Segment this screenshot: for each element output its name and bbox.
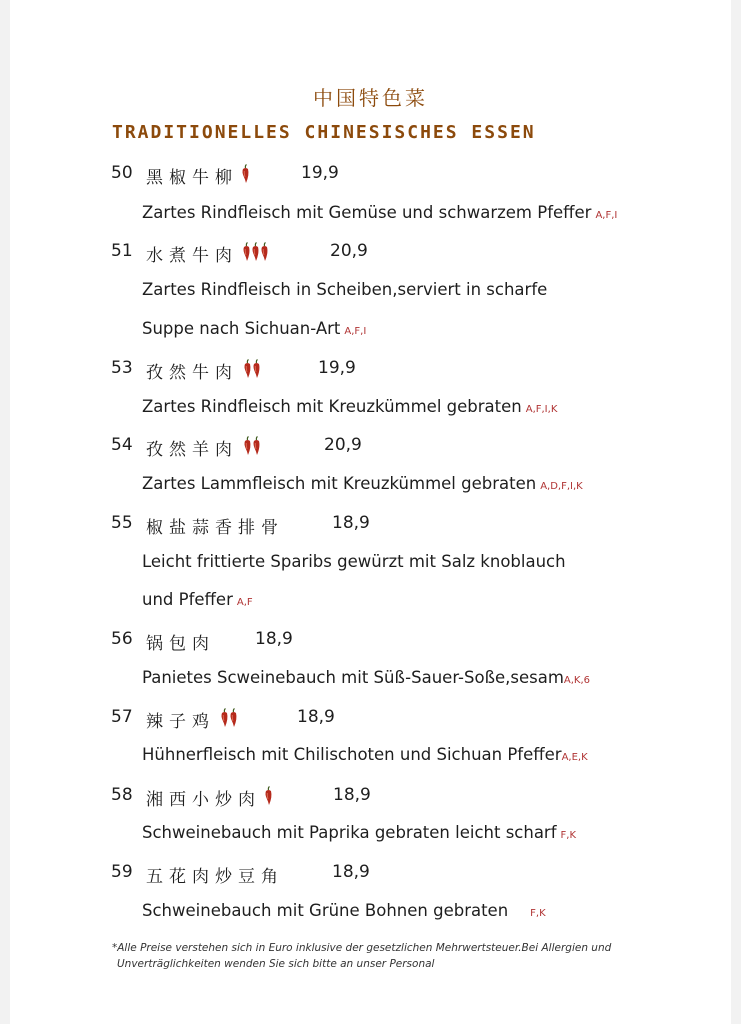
item-name-zh: 五花肉炒豆角 [146, 867, 284, 887]
allergen-codes: F,K [560, 830, 577, 841]
chili-icon [252, 436, 261, 456]
item-name-zh: 辣子鸡 [146, 712, 215, 732]
item-description [142, 474, 583, 493]
item-number: 56 [111, 629, 133, 649]
item-description [142, 901, 546, 920]
item-description [142, 668, 590, 687]
item-description [142, 397, 557, 416]
chili-icon [241, 164, 250, 184]
item-description-text: und Pfeffer [142, 590, 233, 609]
allergen-codes: A,K,6 [563, 675, 591, 686]
item-name-zh: 湘西小炒肉 [146, 790, 261, 810]
chili-rating [242, 242, 269, 262]
item-name-zh: 黑椒牛柳 [146, 168, 238, 188]
disclaimer-line-2: Unverträglichkeiten wenden Sie sich bitte an unser Personal [117, 958, 435, 970]
allergen-codes: A,F,I [344, 326, 367, 337]
chili-icon [220, 708, 229, 728]
chili-icon [229, 708, 238, 728]
item-description-line: Zartes Rindfleisch in Scheiben,serviert in scharfe [142, 280, 548, 299]
chili-icon [264, 786, 273, 806]
item-price: 18,9 [333, 785, 371, 805]
chili-icon [260, 242, 269, 262]
item-name-zh: 孜然羊肉 [146, 440, 238, 460]
item-price: 18,9 [297, 707, 335, 727]
item-number: 58 [111, 785, 133, 805]
item-description-text: Schweinebauch mit Grüne Bohnen gebraten [142, 901, 509, 920]
item-price: 18,9 [332, 862, 370, 882]
allergen-codes: A,F,I,K [525, 404, 558, 415]
chili-icon [251, 242, 260, 262]
chili-icon [242, 242, 251, 262]
item-price: 18,9 [332, 513, 370, 533]
chili-icon [252, 359, 261, 379]
chili-rating [220, 708, 238, 728]
item-name-zh: 水煮牛肉 [146, 246, 238, 266]
allergen-codes: F,K [530, 908, 546, 919]
item-description-text: Panietes Scweinebauch mit Süß-Sauer-Soße,sesam [142, 668, 564, 687]
item-price: 19,9 [318, 358, 356, 378]
chili-icon [243, 359, 252, 379]
item-number: 50 [111, 163, 133, 183]
item-description [142, 319, 366, 338]
chinese-title: 中国特色菜 [313, 86, 428, 110]
item-number: 54 [111, 435, 133, 455]
chili-rating [243, 359, 261, 379]
price-disclaimer [112, 940, 632, 972]
item-description-text: Schweinebauch mit Paprika gebraten leicht scharf [142, 823, 557, 842]
item-name-zh: 锅包肉 [146, 634, 215, 654]
item-price: 18,9 [255, 629, 293, 649]
allergen-codes: A,F,I [595, 210, 618, 221]
item-price: 19,9 [301, 163, 339, 183]
chili-rating [241, 164, 250, 184]
item-number: 53 [111, 358, 133, 378]
german-title: TRADITIONELLES CHINESISCHES ESSEN [112, 122, 536, 143]
item-number: 59 [111, 862, 133, 882]
item-description-text: Zartes Rindfleisch mit Gemüse und schwarzem Pfeffer [142, 203, 592, 222]
item-name-zh: 椒盐蒜香排骨 [146, 518, 284, 538]
chili-rating [264, 786, 273, 806]
item-number: 55 [111, 513, 133, 533]
item-number: 51 [111, 241, 133, 261]
chili-icon [243, 436, 252, 456]
item-price: 20,9 [330, 241, 368, 261]
item-description-text: Suppe nach Sichuan-Art [142, 319, 341, 338]
item-description [142, 590, 253, 609]
item-description [142, 203, 617, 222]
item-price: 20,9 [324, 435, 362, 455]
item-description-text: Hühnerfleisch mit Chilischoten und Sichuan Pfeffer [142, 745, 562, 764]
allergen-codes: A,E,K [561, 752, 588, 763]
disclaimer-line-1: *Alle Preise verstehen sich in Euro inklusive der gesetzlichen Mehrwertsteuer.Bei Allergien und [112, 942, 612, 954]
item-number: 57 [111, 707, 133, 727]
item-description-text: Zartes Rindfleisch mit Kreuzkümmel gebraten [142, 397, 522, 416]
item-description-text: Zartes Lammfleisch mit Kreuzkümmel gebraten [142, 474, 537, 493]
allergen-codes: A,F [236, 597, 253, 608]
chili-rating [243, 436, 261, 456]
item-description [142, 823, 576, 842]
item-name-zh: 孜然牛肉 [146, 363, 238, 383]
allergen-codes: A,D,F,I,K [540, 481, 583, 492]
item-description-line: Leicht frittierte Sparibs gewürzt mit Salz knoblauch [142, 552, 566, 571]
item-description [142, 745, 588, 764]
